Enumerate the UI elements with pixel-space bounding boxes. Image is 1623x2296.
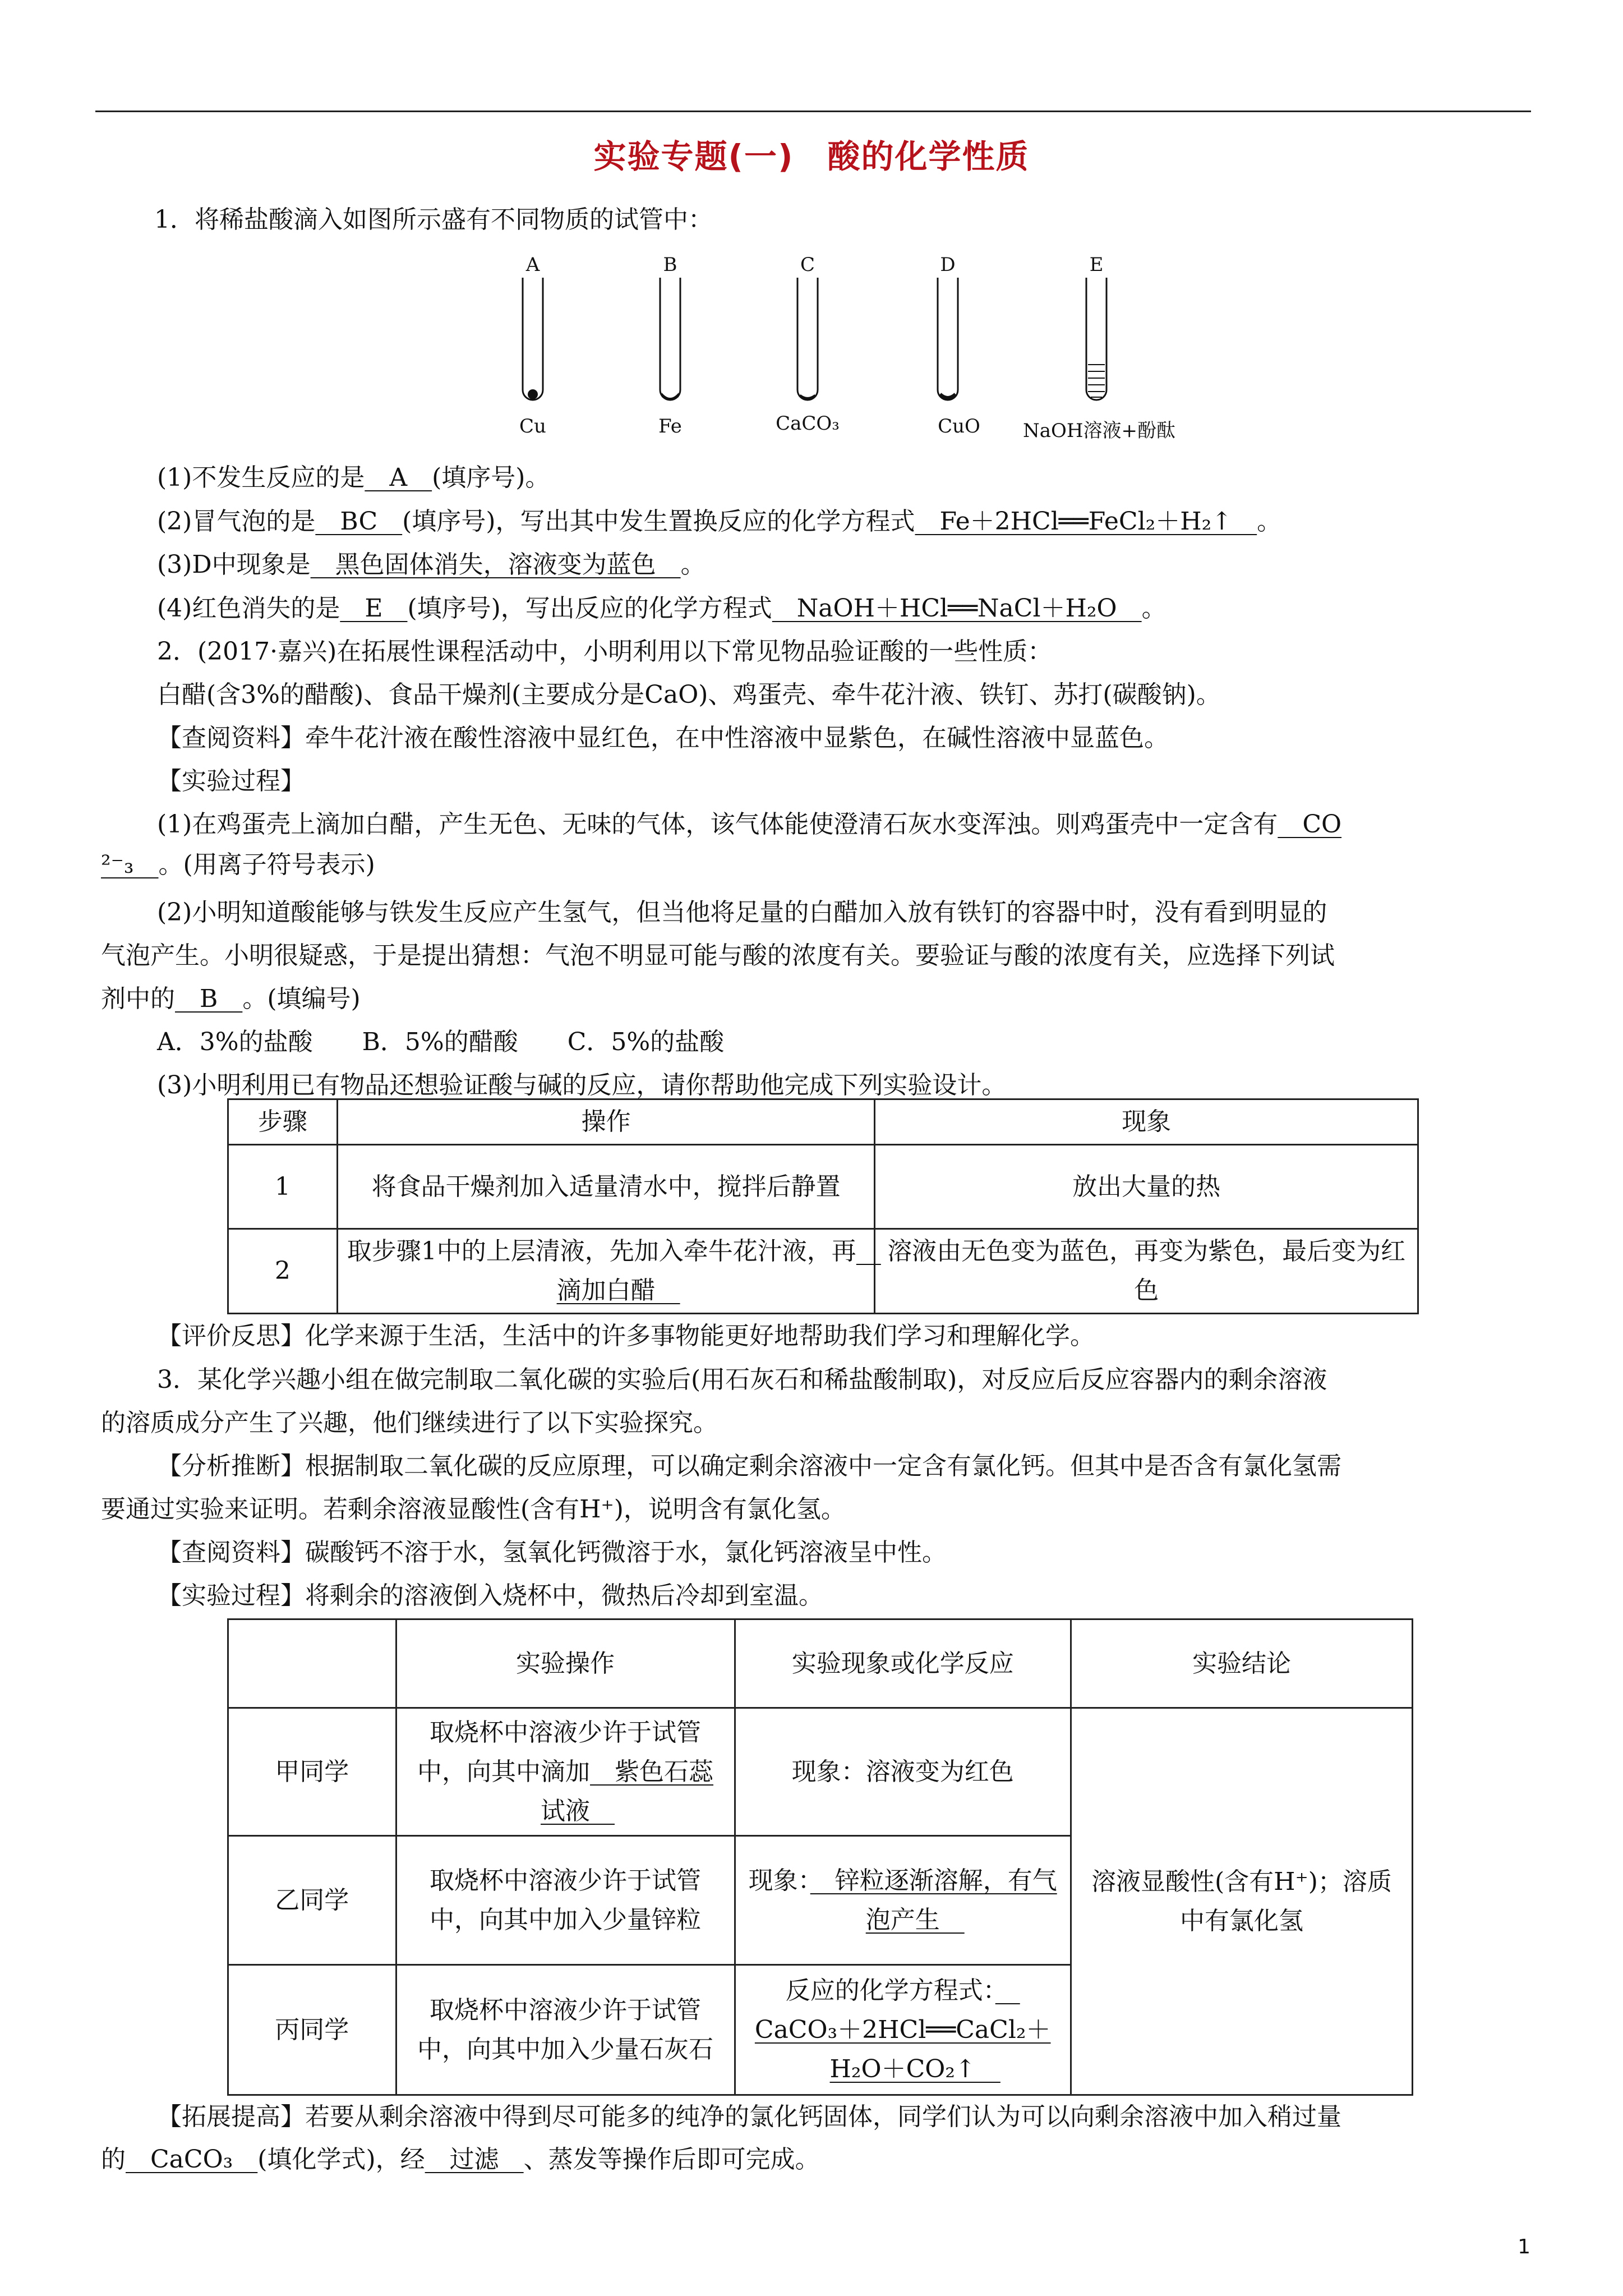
q3-table-r3-op: 取烧杯中溶液少许于试管中，向其中加入少量石灰石 (396, 1965, 735, 2095)
q2-process-heading: 【实验过程】 (157, 767, 305, 795)
q2-info: 【查阅资料】牵牛花汁液在酸性溶液中显红色，在中性溶液中显紫色，在碱性溶液中显蓝色。 (157, 724, 1169, 752)
q2-stem: 2．(2017·嘉兴)在拓展性课程活动中，小明利用以下常见物品验证酸的一些性质： (157, 637, 1053, 666)
q3-table-header-op: 实验操作 (396, 1619, 735, 1708)
q2-table-r2-op: 取步骤1中的上层清液，先加入牵牛花汁液，再 滴加白醋 (337, 1229, 875, 1314)
tube-c-letter: C (800, 254, 815, 276)
q3-table-r1-phenomenon: 现象：溶液变为红色 (735, 1708, 1071, 1836)
q3-line5: 【查阅资料】碳酸钙不溶于水，氢氧化钙微溶于水，氯化钙溶液呈中性。 (157, 1538, 947, 1567)
cu-solid (528, 389, 538, 399)
q3-extension-line2: 的 CaCO₃ (填化学式)，经 过滤 、蒸发等操作后即可完成。 (101, 2145, 820, 2174)
q3-table-r3-student: 丙同学 (228, 1965, 396, 2095)
tube-b-letter: B (663, 254, 677, 276)
q2-step1-line2: ²⁻₃ 。(用离子符号表示) (101, 850, 375, 879)
q2-answer-3: 滴加白醋 (556, 1237, 881, 1305)
q3-extension-line1: 【拓展提高】若要从剩余溶液中得到尽可能多的纯净的氯化钙固体，同学们认为可以向剩余溶液中加入稍过量 (157, 2102, 1341, 2131)
q2-table-r1-phenomenon: 放出大量的热 (875, 1145, 1418, 1229)
q3-line6: 【实验过程】将剩余的溶液倒入烧杯中，微热后冷却到室温。 (157, 1581, 823, 1610)
tube-e-letter: E (1089, 254, 1104, 276)
tube-a-letter: A (525, 254, 540, 276)
q2-step2-line2: 气泡产生。小明很疑惑，于是提出猜想：气泡不明显可能与酸的浓度有关。要验证与酸的浓度有关，应选择下列试 (101, 941, 1335, 970)
q3-table-r3-phenomenon: 反应的化学方程式： CaCO₃＋2HCl══CaCl₂＋H₂O＋CO₂↑ (735, 1965, 1071, 2095)
q3-table-header-blank (228, 1619, 396, 1708)
q2-answer-1b: ²⁻₃ (101, 850, 159, 879)
q2-step1-line1: (1)在鸡蛋壳上滴加白醋，产生无色、无味的气体，该气体能使澄清石灰水变浑浊。则鸡蛋壳中一定含有 CO (157, 810, 1342, 839)
q1-part1: (1)不发生反应的是 A (填序号)。 (157, 463, 550, 492)
q3-answer-4: CaCO₃ (126, 2145, 258, 2174)
q3-table-r2-phenomenon: 现象： 锌粒逐渐溶解，有气泡产生 (735, 1836, 1071, 1965)
cuo-solid (940, 394, 956, 398)
q2-table-r2-phenomenon: 溶液由无色变为蓝色，再变为紫色，最后变为红色 (875, 1229, 1418, 1314)
page-number: 1 (1518, 2235, 1530, 2258)
q2-table-header-phenomenon: 现象 (875, 1099, 1418, 1145)
q2-table-r2-step: 2 (228, 1229, 338, 1314)
q3-answer-1: 紫色石蕊试液 (541, 1757, 714, 1825)
q2-items: 白醋(含3%的醋酸)、食品干燥剂(主要成分是CaO)、鸡蛋壳、牵牛花汁液、铁钉、苏打(碳酸钠)。 (157, 680, 1221, 709)
q3-line2: 的溶质成分产生了兴趣，他们继续进行了以下实验探究。 (101, 1409, 718, 1437)
q1-answer-4: E (340, 594, 408, 623)
q3-table (227, 1618, 1413, 2096)
q1-answer-2-equation: Fe＋2HCl══FeCl₂＋H₂↑ (915, 507, 1257, 536)
page-title: 实验专题(一) 酸的化学性质 (593, 137, 1030, 176)
q1-answer-1: A (365, 463, 432, 492)
q1-answer-2: BC (315, 507, 403, 536)
q1-answer-3: 黑色固体消失，溶液变为蓝色 (310, 550, 681, 579)
q3-table-r2-student: 乙同学 (228, 1836, 396, 1965)
q2-answer-2: B (175, 984, 243, 1013)
tube-a-substance: Cu (519, 415, 546, 438)
q2-table (227, 1098, 1419, 1314)
q2-options: A．3%的盐酸 B．5%的醋酸 C．5%的盐酸 (157, 1028, 725, 1056)
tube-d-substance: CuO (938, 415, 980, 438)
q2-step3: (3)小明利用已有物品还想验证酸与碱的反应，请你帮助他完成下列实验设计。 (157, 1071, 1007, 1099)
q3-answer-3-equation: CaCO₃＋2HCl══CaCl₂＋H₂O＋CO₂↑ (754, 1976, 1051, 2083)
q1-answer-4-equation: NaOH＋HCl══NaCl＋H₂O (772, 594, 1142, 623)
q1-part2: (2)冒气泡的是 BC (填序号)，写出其中发生置换反应的化学方程式 Fe＋2HCl══FeCl₂＋H₂↑ 。 (157, 507, 1282, 536)
tube-b-substance: Fe (658, 415, 682, 438)
q3-table-conclusion: 溶液显酸性(含有H⁺)；溶质中有氯化氢 (1071, 1708, 1412, 2095)
q2-table-r1-op: 将食品干燥剂加入适量清水中，搅拌后静置 (337, 1145, 875, 1229)
q3-table-header-conclusion: 实验结论 (1071, 1619, 1412, 1708)
q2-table-header-step: 步骤 (228, 1099, 338, 1145)
q2-step2-line1: (2)小明知道酸能够与铁发生反应产生氢气，但当他将足量的白醋加入放有铁钉的容器中时，没有看到明显的 (157, 898, 1327, 927)
q3-table-r1-student: 甲同学 (228, 1708, 396, 1836)
q3-line4: 要通过实验来证明。若剩余溶液显酸性(含有H⁺)，说明含有氯化氢。 (101, 1495, 846, 1524)
q2-step2-line3: 剂中的 B 。(填编号) (101, 984, 361, 1013)
q1-part4: (4)红色消失的是 E (填序号)，写出反应的化学方程式 NaOH＋HCl══NaCl＋H₂O 。 (157, 594, 1166, 623)
naoh-liquid (1088, 365, 1105, 397)
q3-answer-2: 锌粒逐渐溶解，有气泡产生 (810, 1866, 1057, 1934)
test-tubes-drawing (0, 0, 1623, 449)
q3-table-header-phenomenon: 实验现象或化学反应 (735, 1619, 1071, 1708)
q2-table-r1-step: 1 (228, 1145, 338, 1229)
q3-table-r2-op: 取烧杯中溶液少许于试管中，向其中加入少量锌粒 (396, 1836, 735, 1965)
q3-line1: 3．某化学兴趣小组在做完制取二氧化碳的实验后(用石灰石和稀盐酸制取)，对反应后反应容器内的剩余溶液 (157, 1365, 1327, 1394)
q3-table-r1-op: 取烧杯中溶液少许于试管中，向其中滴加 紫色石蕊试液 (396, 1708, 735, 1836)
q3-answer-5: 过滤 (425, 2145, 524, 2174)
q2-answer-1a: CO (1278, 810, 1342, 839)
tube-d-letter: D (940, 254, 956, 276)
q2-reflect: 【评价反思】化学来源于生活，生活中的许多事物能更好地帮助我们学习和理解化学。 (157, 1322, 1095, 1350)
q1-part3: (3)D中现象是 黑色固体消失，溶液变为蓝色 。 (157, 550, 706, 579)
caco3-solid (800, 395, 815, 399)
tube-e-substance: NaOH溶液+酚酞 (1022, 420, 1176, 442)
tube-c-substance: CaCO₃ (776, 412, 840, 435)
q1-stem: 1．将稀盐酸滴入如图所示盛有不同物质的试管中： (154, 205, 713, 234)
q2-table-header-op: 操作 (337, 1099, 875, 1145)
q3-line3: 【分析推断】根据制取二氧化碳的反应原理，可以确定剩余溶液中一定含有氯化钙。但其中是否含有氯化氢需 (157, 1452, 1341, 1480)
